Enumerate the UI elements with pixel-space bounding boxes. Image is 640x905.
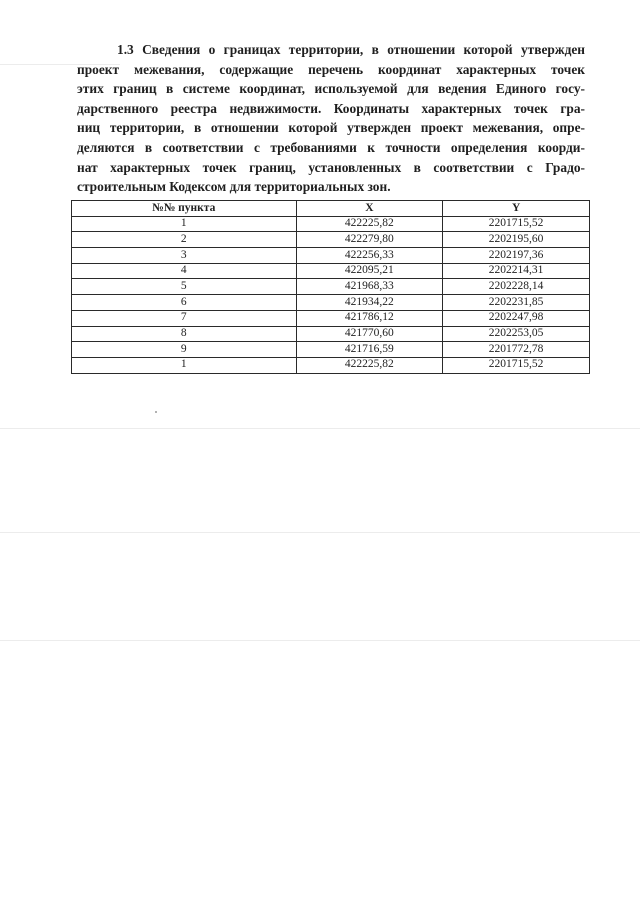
point-number-cell: 2 <box>72 232 297 248</box>
point-number-cell: 7 <box>72 310 297 326</box>
y-cell: 2202253,05 <box>443 326 590 342</box>
point-number-cell: 5 <box>72 279 297 295</box>
scan-speck <box>155 411 157 413</box>
table-header-row <box>72 201 590 217</box>
table-row <box>72 232 590 248</box>
y-cell: 2202247,98 <box>443 310 590 326</box>
point-number-cell: 3 <box>72 248 297 264</box>
point-number-cell: 9 <box>72 342 297 358</box>
x-cell: 422279,80 <box>296 232 443 248</box>
paragraph-line: этих границ в системе координат, используемой для ведения Единого госу- <box>77 81 585 97</box>
y-cell: 2202214,31 <box>443 263 590 279</box>
table-row <box>72 342 590 358</box>
section-1-3-paragraph <box>77 40 585 197</box>
paragraph-line: проект межевания, содержащие перечень координат характерных точек <box>77 61 585 77</box>
scan-artifact-line <box>0 640 640 641</box>
x-cell: 422225,82 <box>296 216 443 232</box>
header-y: Y <box>443 201 590 217</box>
paragraph-line: деляются в соответствии с требованиями к точности определения коорди- <box>77 139 585 155</box>
paragraph-line: нат характерных точек границ, установленных в соответствии с Градо- <box>77 159 585 175</box>
paragraph-line: дарственного реестра недвижимости. Координаты характерных точек гра- <box>77 100 585 116</box>
x-cell: 421934,22 <box>296 295 443 311</box>
header-x: X <box>296 201 443 217</box>
table-row <box>72 357 590 373</box>
x-cell: 421786,12 <box>296 310 443 326</box>
y-cell: 2201772,78 <box>443 342 590 358</box>
point-number-cell: 8 <box>72 326 297 342</box>
y-cell: 2201715,52 <box>443 216 590 232</box>
point-number-cell: 1 <box>72 357 297 373</box>
point-number-cell: 4 <box>72 263 297 279</box>
x-cell: 421770,60 <box>296 326 443 342</box>
y-cell: 2202228,14 <box>443 279 590 295</box>
table-row <box>72 263 590 279</box>
y-cell: 2201715,52 <box>443 357 590 373</box>
paragraph-line: ниц территории, в отношении которой утвержден проект межевания, опре- <box>77 120 585 136</box>
coordinates-table <box>71 200 590 374</box>
x-cell: 421968,33 <box>296 279 443 295</box>
point-number-cell: 6 <box>72 295 297 311</box>
header-point-number: №№ пункта <box>72 201 297 217</box>
y-cell: 2202231,85 <box>443 295 590 311</box>
paragraph-line: 1.3 Сведения о границах территории, в отношении которой утвержден <box>117 42 585 57</box>
y-cell: 2202197,36 <box>443 248 590 264</box>
y-cell: 2202195,60 <box>443 232 590 248</box>
table-row <box>72 295 590 311</box>
x-cell: 422225,82 <box>296 357 443 373</box>
x-cell: 422256,33 <box>296 248 443 264</box>
table-row <box>72 310 590 326</box>
table-row <box>72 326 590 342</box>
table-row <box>72 216 590 232</box>
scan-artifact-line <box>0 428 640 429</box>
table-row <box>72 248 590 264</box>
paragraph-line: строительным Кодексом для территориальных зон. <box>77 179 391 195</box>
x-cell: 421716,59 <box>296 342 443 358</box>
point-number-cell: 1 <box>72 216 297 232</box>
scan-artifact-line <box>0 532 640 533</box>
x-cell: 422095,21 <box>296 263 443 279</box>
table-row <box>72 279 590 295</box>
